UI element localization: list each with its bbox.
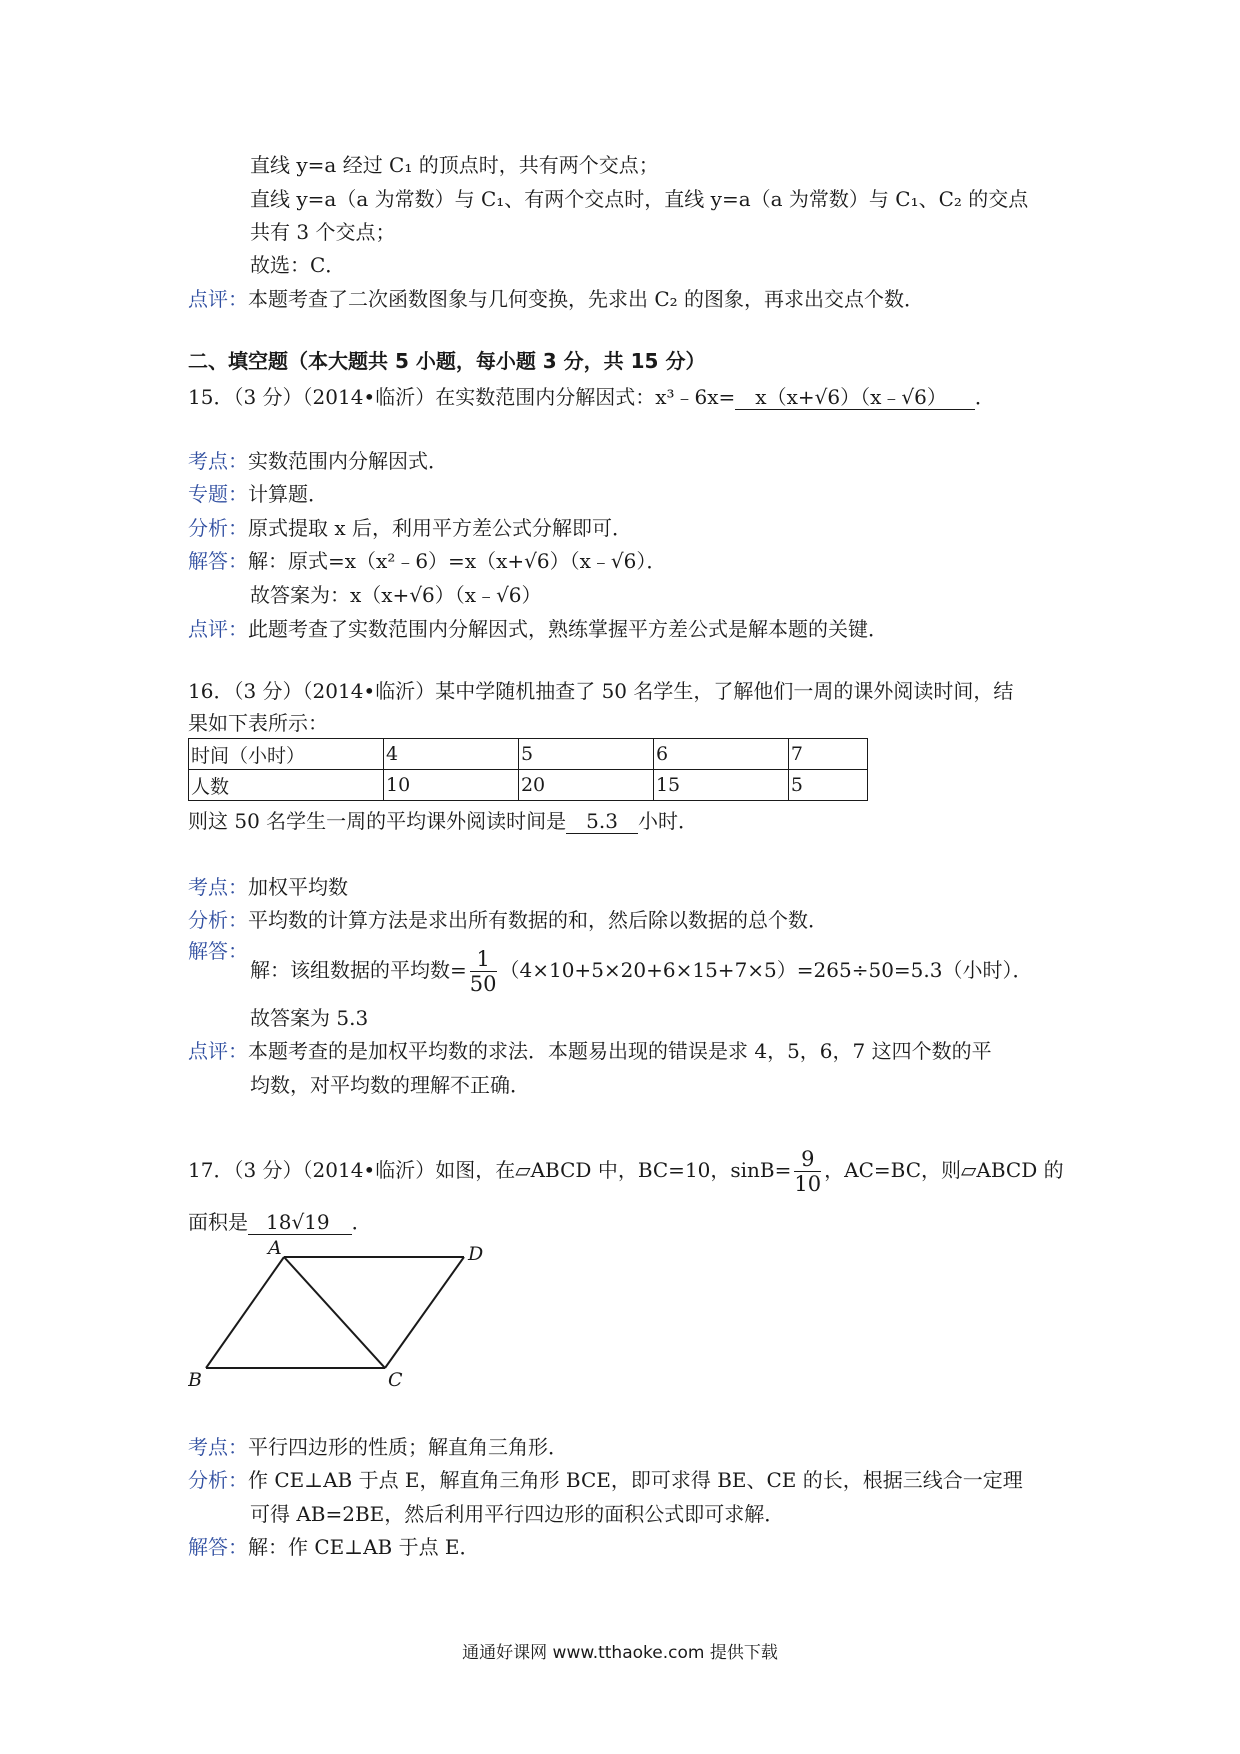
- q16-answer: 5.3: [566, 809, 638, 834]
- dianping-label: 点评：: [188, 1039, 248, 1063]
- table-cell: 6: [653, 739, 788, 770]
- table-cell: 时间（小时）: [189, 739, 384, 770]
- q17-fraction: [794, 1147, 821, 1196]
- q17-fenxi-row: [188, 1465, 1023, 1495]
- dianping-label: 点评：: [188, 617, 248, 641]
- table-cell: 20: [518, 770, 653, 801]
- q15-jieda: 解：原式=x（x²﹣6）=x（x+√6）（x﹣√6）．: [248, 549, 667, 573]
- prev-line-1: 直线 y=a 经过 C₁ 的顶点时，共有两个交点；: [250, 153, 659, 177]
- comment-label: 点评：: [188, 287, 248, 311]
- parallelogram-figure: [188, 1240, 508, 1390]
- jieda-label: 解答：: [188, 939, 248, 963]
- comment-text: 本题考查了二次函数图象与几何变换，先求出 C₂ 的图象，再求出交点个数．: [248, 287, 925, 311]
- frac-denominator: 10: [794, 1172, 822, 1196]
- q17-stem2-post: ．: [351, 1210, 372, 1234]
- q16-fraction: [470, 947, 497, 996]
- frac-numerator: 1: [470, 947, 497, 972]
- vertex-label-a: A: [268, 1240, 282, 1259]
- diagonal-ac: [284, 1257, 385, 1368]
- table-row: [189, 739, 868, 770]
- reading-time-table: [188, 738, 868, 801]
- q17-stem-pre: 17．（3 分）（2014•临沂）如图，在▱ABCD 中，BC=10，sinB=: [188, 1158, 792, 1182]
- q17-jieda-row: [188, 1532, 480, 1562]
- q17-fenxi-2: 可得 AB=2BE，然后利用平行四边形的面积公式即可求解．: [250, 1502, 785, 1526]
- zhuanti-label: 专题：: [188, 482, 248, 506]
- q16-stem-2: 果如下表所示：: [188, 711, 328, 735]
- q17-answer: 18√19: [248, 1210, 352, 1235]
- q17-kaodian: 平行四边形的性质；解直角三角形．: [248, 1435, 568, 1459]
- side-ab: [206, 1257, 284, 1368]
- table-cell: 4: [384, 739, 519, 770]
- fenxi-label: 分析：: [188, 908, 248, 932]
- q15-fenxi-row: [188, 513, 632, 543]
- table-cell: 5: [788, 770, 867, 801]
- kaodian-label: 考点：: [188, 449, 248, 473]
- q15-dianping-row: [188, 614, 888, 644]
- fenxi-label: 分析：: [188, 1468, 248, 1492]
- q15-dianping: 此题考查了实数范围内分解因式，熟练掌握平方差公式是解本题的关键．: [248, 617, 888, 641]
- q16-jieda-post: （4×10+5×20+6×15+7×5）=265÷50=5.3（小时）．: [499, 958, 1033, 982]
- table-cell: 5: [518, 739, 653, 770]
- q16-stem-3: [188, 806, 698, 836]
- q15-stem-row: 15．（3 分）（2014•临沂）在实数范围内分解因式：x³﹣6x= x（x+√6）（x﹣√6） ．: [188, 385, 995, 409]
- q16-jieda-label: [188, 936, 248, 966]
- vertex-label-d: D: [468, 1243, 484, 1265]
- frac-denominator: 50: [469, 972, 497, 996]
- kaodian-label: 考点：: [188, 1435, 248, 1459]
- q15-kaodian: 实数范围内分解因式．: [248, 449, 448, 473]
- q16-dianping-1: 本题考查的是加权平均数的求法．本题易出现的错误是求 4，5，6，7 这四个数的平: [248, 1039, 992, 1063]
- q16-stem-1: 16．（3 分）（2014•临沂）某中学随机抽查了 50 名学生，了解他们一周的课外阅读时间，结: [188, 679, 1014, 703]
- q17-jieda: 解：作 CE⊥AB 于点 E．: [248, 1535, 480, 1559]
- q17-stem2-pre: 面积是: [188, 1210, 248, 1234]
- jieda-label: 解答：: [188, 1535, 248, 1559]
- prev-line-4: 故选：C．: [250, 253, 346, 277]
- table-cell: 人数: [189, 770, 384, 801]
- q15-kaodian-row: [188, 446, 448, 476]
- q15-jieda2: 故答案为：x（x+√6）（x﹣√6）: [250, 583, 542, 607]
- q15-zhuanti-row: [188, 479, 328, 509]
- q16-jieda-row: [250, 940, 1032, 1000]
- q16-kaodian: 加权平均数: [248, 875, 348, 899]
- q17-stem-row: [188, 1140, 1064, 1200]
- q16-dianping-row: [188, 1036, 992, 1066]
- q16-jieda-pre: 解：该组数据的平均数=: [250, 958, 467, 982]
- side-dc: [385, 1257, 464, 1368]
- q16-fenxi-row: [188, 905, 828, 935]
- q16-dianping-2: 均数，对平均数的理解不正确．: [250, 1073, 530, 1097]
- q17-stem2-row: [188, 1207, 372, 1237]
- q15-answer: x（x+√6）（x﹣√6）: [735, 385, 975, 410]
- q17-fenxi-1: 作 CE⊥AB 于点 E，解直角三角形 BCE，即可求得 BE、CE 的长，根据三线合一定理: [248, 1468, 1023, 1492]
- q16-stem3-pre: 则这 50 名学生一周的平均课外阅读时间是: [188, 809, 567, 833]
- q15-jieda-row: [188, 546, 666, 576]
- kaodian-label: 考点：: [188, 875, 248, 899]
- table-cell: 15: [653, 770, 788, 801]
- q16-kaodian-row: [188, 872, 348, 902]
- q17-stem-post: ，AC=BC，则▱ABCD 的: [824, 1158, 1064, 1182]
- prev-comment-row: [188, 284, 924, 314]
- vertex-label-b: B: [188, 1369, 202, 1390]
- table-row: [189, 770, 868, 801]
- q15-fenxi: 原式提取 x 后，利用平方差公式分解即可．: [248, 516, 632, 540]
- q17-kaodian-row: [188, 1432, 568, 1462]
- section-title: 二、填空题（本大题共 5 小题，每小题 3 分，共 15 分）: [188, 349, 706, 373]
- q16-fenxi: 平均数的计算方法是求出所有数据的和，然后除以数据的总个数．: [248, 908, 828, 932]
- vertex-label-c: C: [388, 1369, 403, 1390]
- prev-line-2: 直线 y=a（a 为常数）与 C₁、有两个交点时，直线 y=a（a 为常数）与 C₁、C₂ 的交点: [250, 187, 1029, 211]
- fenxi-label: 分析：: [188, 516, 248, 540]
- table-cell: 10: [384, 770, 519, 801]
- page-footer: 通通好课网 www.tthaoke.com 提供下载: [462, 1643, 778, 1663]
- q16-jieda2: 故答案为 5.3: [250, 1006, 369, 1030]
- jieda-label: 解答：: [188, 549, 248, 573]
- table-cell: 7: [788, 739, 867, 770]
- q15-zhuanti: 计算题．: [248, 482, 328, 506]
- frac-numerator: 9: [794, 1147, 821, 1172]
- q15-stem: 15．（3 分）（2014•临沂）在实数范围内分解因式：x³﹣6x=: [188, 385, 736, 409]
- q16-stem3-post: 小时．: [637, 809, 698, 833]
- prev-line-3: 共有 3 个交点；: [250, 220, 396, 244]
